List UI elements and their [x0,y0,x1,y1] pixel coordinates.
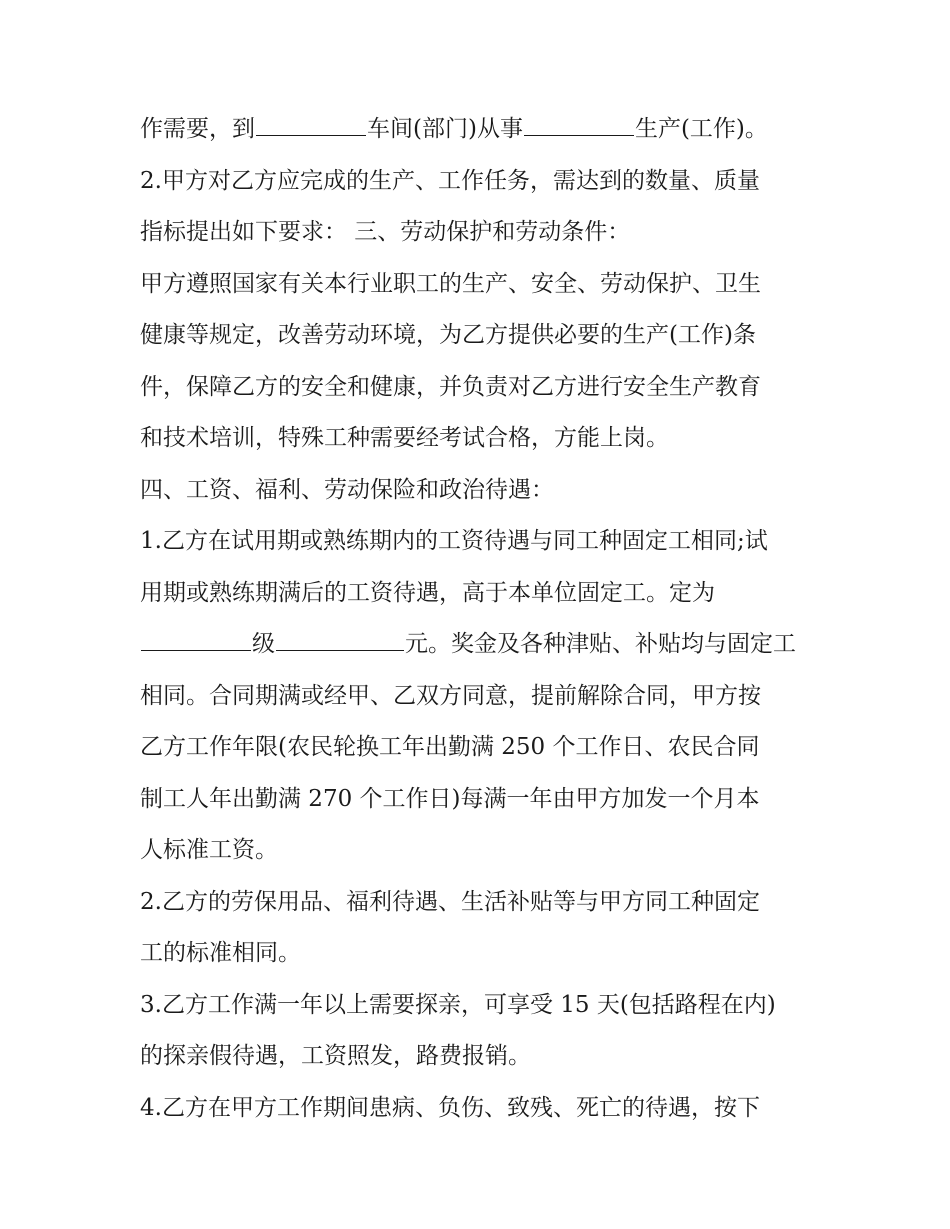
text-line: 件，保障乙方的安全和健康，并负责对乙方进行安全生产教育 [140,373,761,400]
text-line [140,104,820,156]
text-fragment: 生产(工作)。 [634,116,768,142]
contract-body [140,104,820,1134]
text-line: 相同。合同期满或经甲、乙双方同意，提前解除合同，甲方按 [140,682,761,709]
text-line: 和技术培训，特殊工种需要经考试合格，方能上岗。 [140,425,669,451]
fill-in-blank-workshop[interactable] [256,109,366,136]
text-fragment: 级 [252,631,275,657]
text-line: 2.甲方对乙方应完成的生产、工作任务，需达到的数量、质量 [140,167,760,194]
text-fragment: 作需要，到 [140,116,255,142]
text-line: 的探亲假待遇，工资照发，路费报销。 [140,1043,531,1069]
text-line: 制工人年出勤满 270 个工作日)每满一年由甲方加发一个月本 [140,785,760,812]
text-line: 健康等规定，改善劳动环境，为乙方提供必要的生产(工作)条 [140,322,756,348]
text-line: 4.乙方在甲方工作期间患病、负伤、致残、死亡的待遇，按下 [140,1094,760,1121]
text-line: 乙方工作年限(农民轮换工年出勤满 250 个工作日、农民合同 [140,734,760,760]
text-line: 工的标准相同。 [140,940,301,966]
text-line: 指标提出如下要求： 三、劳动保护和劳动条件： [140,219,631,245]
fill-in-blank-grade[interactable] [141,624,251,651]
fill-in-blank-production[interactable] [524,109,634,136]
text-line [140,619,820,671]
section-heading: 四、工资、福利、劳动保险和政治待遇： [140,476,554,503]
text-line: 3.乙方工作满一年以上需要探亲，可享受 15 天(包括路程在内) [140,991,776,1018]
text-fragment: 元。奖金及各种津贴、补贴均与固定工 [405,631,796,657]
text-line: 甲方遵照国家有关本行业职工的生产、安全、劳动保护、卫生 [140,270,761,297]
text-line: 用期或熟练期满后的工资待遇，高于本单位固定工。定为 [140,579,715,606]
text-line: 2.乙方的劳保用品、福利待遇、生活补贴等与甲方同工种固定 [140,888,760,915]
text-line: 1.乙方在试用期或熟练期内的工资待遇与同工种固定工相同;试 [140,528,768,554]
fill-in-blank-amount[interactable] [276,624,404,651]
text-fragment: 车间(部门)从事 [367,116,523,142]
text-line: 人标准工资。 [140,837,278,863]
